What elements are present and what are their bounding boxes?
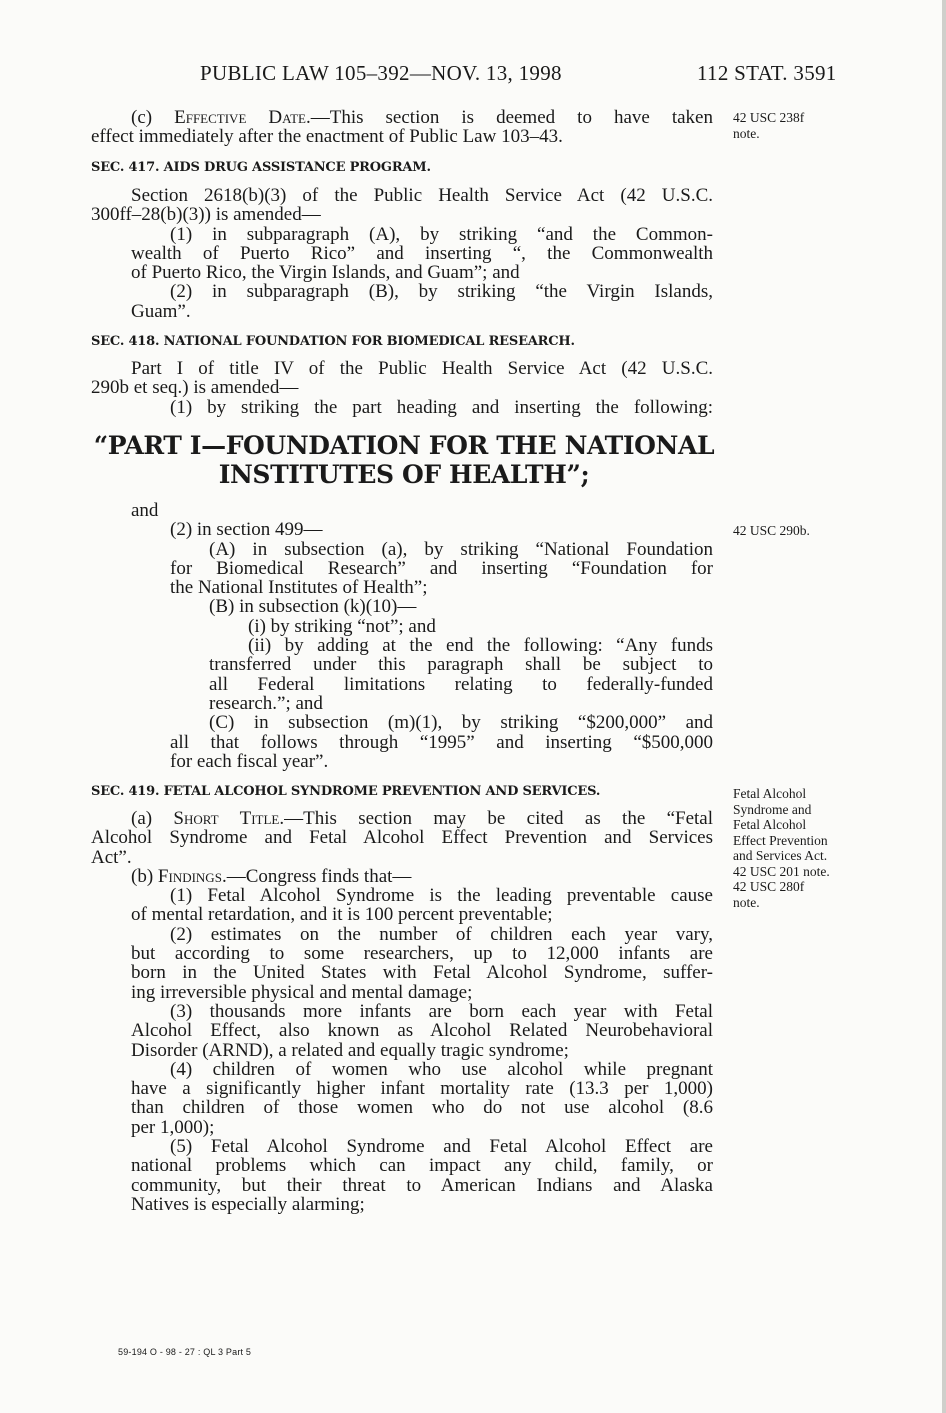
text-line: the National Institutes of Health”; — [170, 577, 428, 599]
sec-418-amendments — [91, 501, 713, 771]
text-line: all that follows through “1995” and inserting “$500,000 — [170, 731, 713, 753]
margin-note-290b: 42 USC 290b. — [733, 523, 810, 538]
text-line: of Puerto Rico, the Virgin Islands, and Guam”; and — [131, 262, 520, 284]
text-line: Alcohol Effect, also known as Alcohol Related Neurobehavioral — [131, 1020, 713, 1042]
part-heading-line-1: “PART I—FOUNDATION FOR THE NATIONAL — [93, 431, 715, 460]
findings-line: (b) Findings.—Congress finds that— — [131, 865, 412, 887]
effective-date-line-1: (c) Effective Date.—This section is deemed to have taken — [131, 107, 713, 128]
text-line: (1) in subparagraph (A), by striking “and the Common- — [170, 223, 713, 245]
margin-note-line: 42 USC 201 note. — [733, 863, 830, 879]
text-line: born in the United States with Fetal Alcohol Syndrome, suffer- — [131, 962, 713, 984]
margin-note-line: Fetal Alcohol — [733, 817, 807, 832]
effective-date-paragraph — [91, 108, 713, 147]
margin-note-line: Syndrome and — [733, 801, 812, 817]
text-line: per 1,000); — [131, 1116, 215, 1138]
text-line: (2) in subparagraph (B), by striking “the Virgin Islands, — [170, 281, 713, 303]
text-line: (i) by striking “not”; and — [248, 615, 436, 637]
text-line: (B) in subsection (k)(10)— — [209, 596, 417, 618]
text-line: 290b et seq.) is amended— — [91, 377, 299, 399]
text-line: Guam”. — [131, 300, 191, 322]
text-line: transferred under this paragraph shall be subject to — [209, 654, 713, 676]
text-line: have a significantly higher infant mortality rate (13.3 per 1,000) — [131, 1078, 713, 1100]
sec-418-body — [91, 359, 713, 417]
sec-417-body — [91, 186, 713, 321]
text-line: (3) thousands more infants are born each year with Fetal — [170, 1000, 713, 1022]
text-line: (2) in section 499— — [170, 519, 323, 541]
margin-note-line: note. — [733, 894, 760, 910]
text-line: for Biomedical Research” and inserting “Foundation for — [170, 557, 713, 579]
text-line: Act”. — [91, 846, 132, 868]
effective-date-line-2: effect immediately after the enactment of Public Law 103–43. — [91, 126, 563, 148]
print-code: 59-194 O - 98 - 27 : QL 3 Part 5 — [118, 1347, 252, 1357]
sec-417-heading: SEC. 417. AIDS DRUG ASSISTANCE PROGRAM. — [91, 160, 431, 175]
text-line: all Federal limitations relating to federally-funded — [209, 673, 713, 695]
margin-note-fetal-alcohol — [733, 786, 863, 910]
margin-note-line: Fetal Alcohol — [733, 786, 807, 801]
text-line: but according to some researchers, up to 12,000 infants are — [131, 943, 713, 965]
text-line: ing irreversible physical and mental damage; — [131, 981, 473, 1003]
text-line: Disorder (ARND), a related and equally tragic syndrome; — [131, 1039, 569, 1061]
text-line: wealth of Puerto Rico” and inserting “, the Commonwealth — [131, 242, 713, 264]
text-line: Part I of title IV of the Public Health Service Act (42 U.S.C. — [131, 358, 713, 379]
running-title: PUBLIC LAW 105–392—NOV. 13, 1998 — [200, 61, 562, 85]
sec-419-body — [91, 809, 713, 1214]
text-line: research.”; and — [209, 692, 323, 714]
text-line: 300ff–28(b)(3)) is amended— — [91, 204, 321, 226]
text-line: national problems which can impact any child, family, or — [131, 1155, 713, 1177]
text-line: (A) in subsection (a), by striking “National Foundation — [209, 538, 713, 560]
text-line: (1) by striking the part heading and inserting the following: — [170, 396, 713, 418]
margin-note-line: Effect Prevention — [733, 832, 828, 848]
margin-note-line: and Services Act. — [733, 848, 828, 863]
text-line: Section 2618(b)(3) of the Public Health Service Act (42 U.S.C. — [131, 185, 713, 206]
text-line: (ii) by adding at the end the following: “Any funds — [248, 635, 713, 657]
margin-note-line: note. — [733, 125, 760, 141]
short-title-line-1: (a) Short Title.—This section may be cited as the “Fetal — [131, 808, 713, 829]
margin-note-238f — [733, 110, 863, 141]
text-line: community, but their threat to American Indians and Alaska — [131, 1174, 713, 1196]
text-line: (1) Fetal Alcohol Syndrome is the leading preventable cause — [170, 885, 713, 907]
text-line: (5) Fetal Alcohol Syndrome and Fetal Alcohol Effect are — [170, 1136, 713, 1158]
sec-418-heading: SEC. 418. NATIONAL FOUNDATION FOR BIOMEDICAL RESEARCH. — [91, 334, 575, 349]
text-line: of mental retardation, and it is 100 percent preventable; — [131, 904, 553, 926]
text-line: for each fiscal year”. — [170, 750, 329, 772]
sec-419-heading: SEC. 419. FETAL ALCOHOL SYNDROME PREVENTION AND SERVICES. — [91, 784, 601, 799]
page-edge — [942, 0, 946, 1413]
text-line: and — [131, 500, 159, 521]
margin-note-line: 42 USC 238f — [733, 110, 805, 125]
part-heading-line-2: INSTITUTES OF HEALTH”; — [218, 460, 590, 489]
text-line: (2) estimates on the number of children each year vary, — [170, 923, 713, 945]
text-line: than children of those women who do not use alcohol (8.6 — [131, 1097, 713, 1119]
text-line: Alcohol Syndrome and Fetal Alcohol Effect Prevention and Services — [91, 827, 713, 849]
margin-note-line: 42 USC 280f — [733, 879, 805, 894]
stat-page-number: 112 STAT. 3591 — [697, 61, 837, 85]
text-line: (C) in subsection (m)(1), by striking “$200,000” and — [209, 712, 713, 734]
part-heading — [54, 431, 754, 489]
text-line: Natives is especially alarming; — [131, 1193, 365, 1215]
text-line: (4) children of women who use alcohol while pregnant — [170, 1058, 713, 1080]
